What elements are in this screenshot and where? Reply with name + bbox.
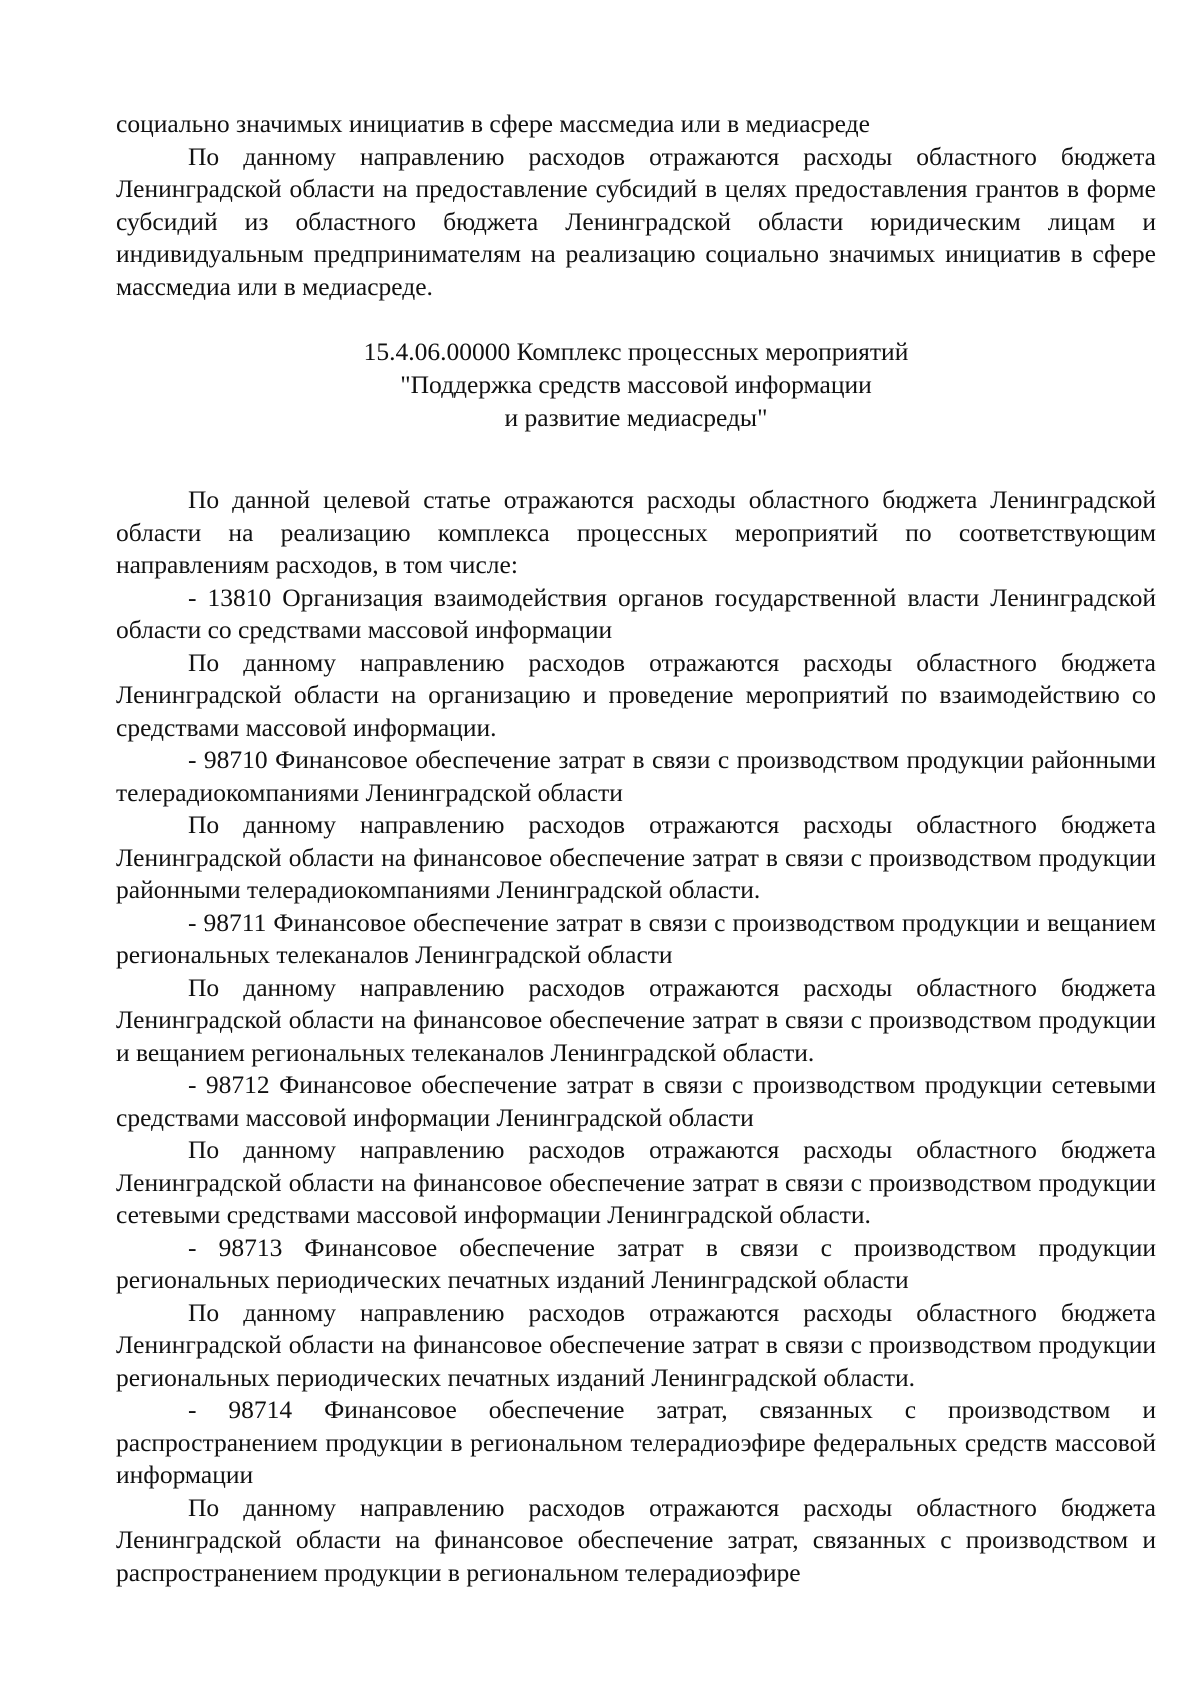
- section-heading-line-2: "Поддержка средств массовой информации: [400, 370, 872, 399]
- section-heading-line-1: 15.4.06.00000 Комплекс процессных мероприятий: [363, 337, 909, 366]
- list-item-98714: - 98714 Финансовое обеспечение затрат, связанных с производством и распространением продукции в региональном телерадиоэфире федеральных средств массовой информации: [116, 1395, 1156, 1489]
- list-item-98710: - 98710 Финансовое обеспечение затрат в связи с производством продукции районными телерадиокомпаниями Ленинградской области: [116, 745, 1156, 807]
- document-body: [116, 108, 1156, 1589]
- section-heading-line-3: и развитие медиасреды": [504, 403, 768, 432]
- paragraph-13810-description: По данному направлению расходов отражаются расходы областного бюджета Ленинградской области на организацию и проведение мероприятий по взаимодействию со средствами массовой информации.: [116, 647, 1156, 742]
- paragraph-98711-description: По данному направлению расходов отражаются расходы областного бюджета Ленинградской области на финансовое обеспечение затрат в связи с производством продукции и вещанием региональных телеканалов Ленинградской области.: [116, 972, 1156, 1067]
- paragraph-98713-description: По данному направлению расходов отражаются расходы областного бюджета Ленинградской области на финансовое обеспечение затрат в связи с производством продукции региональных периодических печатных изданий Ленинградской области.: [116, 1297, 1156, 1392]
- list-item-13810: - 13810 Организация взаимодействия органов государственной власти Ленинградской области со средствами массовой информации: [116, 582, 1156, 644]
- paragraph-98714-description: По данному направлению расходов отражаются расходы областного бюджета Ленинградской области на финансовое обеспечение затрат, связанных с производством и распространением продукции в региональном телерадиоэфире: [116, 1492, 1156, 1587]
- paragraph-target-article-intro: По данной целевой статье отражаются расходы областного бюджета Ленинградской области на реализацию комплекса процессных мероприятий по соответствующим направлениям расходов, в том числе:: [116, 485, 1156, 579]
- list-item-98713: - 98713 Финансовое обеспечение затрат в связи с производством продукции региональных периодических печатных изданий Ленинградской области: [116, 1232, 1156, 1294]
- paragraph-98712-description: По данному направлению расходов отражаются расходы областного бюджета Ленинградской области на финансовое обеспечение затрат в связи с производством продукции сетевыми средствами массовой информации Ленинградской области.: [116, 1135, 1156, 1229]
- list-item-98712: - 98712 Финансовое обеспечение затрат в связи с производством продукции сетевыми средствами массовой информации Ленинградской области: [116, 1070, 1156, 1132]
- paragraph-98710-description: По данному направлению расходов отражаются расходы областного бюджета Ленинградской области на финансовое обеспечение затрат в связи с производством продукции районными телерадиокомпаниями Ленинградской области.: [116, 810, 1156, 904]
- section-heading: [116, 335, 1156, 434]
- paragraph-subsidy-description: По данному направлению расходов отражаются расходы областного бюджета Ленинградской области на предоставление субсидий в целях предоставления грантов в форме субсидий из областного бюджета Ленинградской области юридическим лицам и индивидуальным предпринимателям на реализацию социально значимых инициатив в сфере массмедиа или в медиасреде.: [116, 141, 1156, 301]
- paragraph-continuation: социально значимых инициатив в сфере массмедиа или в медиасреде: [116, 109, 870, 138]
- list-item-98711: - 98711 Финансовое обеспечение затрат в связи с производством продукции и вещанием региональных телеканалов Ленинградской области: [116, 907, 1156, 969]
